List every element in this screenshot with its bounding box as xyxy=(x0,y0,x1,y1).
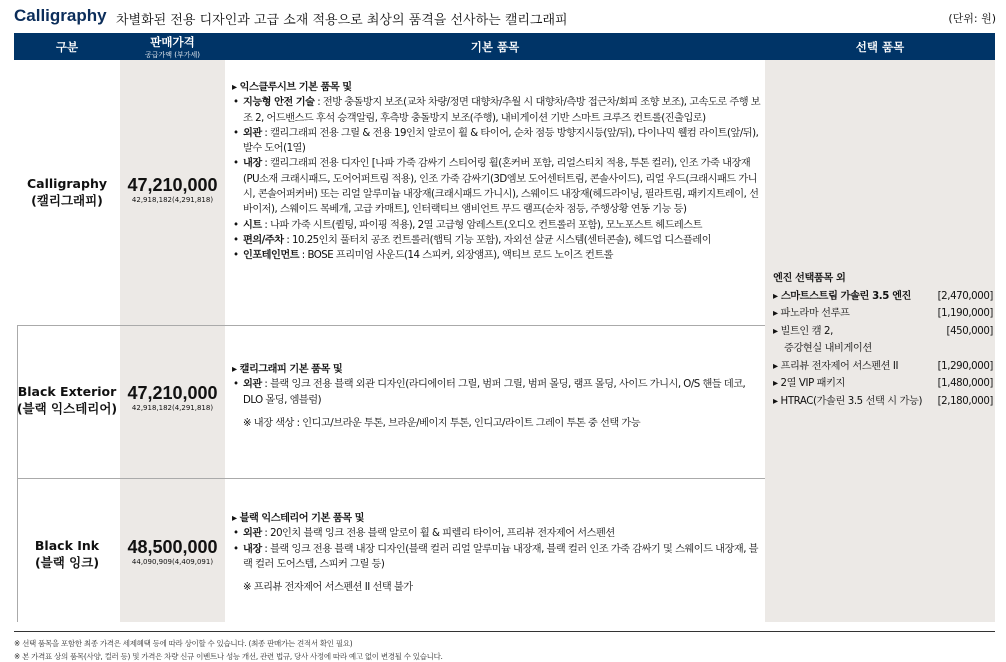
item-category: 인포테인먼트 xyxy=(243,250,300,262)
option-price: [1,480,000] xyxy=(937,378,993,389)
item-category: 지능형 안전 기술 xyxy=(243,97,315,109)
basic-item xyxy=(232,218,762,233)
price-value: 47,210,000 xyxy=(127,175,218,195)
price-supply-vat: 42,918,182(4,291,818) xyxy=(131,404,214,412)
item-category: 편의/주차 xyxy=(243,234,284,246)
header-price xyxy=(120,33,225,60)
basic-items-head: ▸ 블랙 익스테리어 기본 품목 및 xyxy=(232,513,364,524)
item-category: 내장 xyxy=(243,158,262,170)
option-price: [2,470,000] xyxy=(937,290,993,302)
option-item xyxy=(773,375,993,393)
basic-item xyxy=(232,248,762,263)
option-price: [1,290,000] xyxy=(937,360,993,372)
price-supply-vat: 44,090,909(4,409,091) xyxy=(131,558,214,566)
item-detail: : 캘리그래피 전용 디자인 [나파 가죽 감싸기 스티어링 휠(혼커버 포함, 리얼스티치 적용, 투톤 컬러), 인조 가죽 내장재(PU소재 크래시패드, 도어어퍼트림 적용), 인조 가죽 감싸기(3D엠보 도어센터트림, 콘솔사이드), 리얼 우드(크래시패드 가니시, 콘솔어퍼커버) 또는 리얼 알루미늄 내장재(크래시패드 가니시), 스웨이드 내장재(헤드라이닝, 필라트림, 패키지트레이, 선바이저), 스웨이드 목베개, 고급 카매트], 인터랙티브 앰비언트 무드 램프(순차 점등, 주행상황 연동 기능 등) xyxy=(243,158,759,216)
item-detail: : BOSE 프리미엄 사운드(14 스피커, 외장앰프), 액티브 로드 노이즈 컨트롤 xyxy=(299,250,614,262)
trim-name-ko: (블랙 익스테리어) xyxy=(16,401,118,416)
price-supply-vat: 42,918,182(4,291,818) xyxy=(131,196,214,204)
item-detail: : 20인치 블랙 잉크 전용 블랙 알로이 휠 & 피렐리 타이어, 프리뷰 전자제어 서스펜션 xyxy=(261,528,615,540)
item-category: 내장 xyxy=(243,543,262,555)
price-value: 47,210,000 xyxy=(127,383,218,403)
item-category: 시트 xyxy=(243,219,262,231)
option-name: ▸ 2열 VIP 패키지 xyxy=(773,378,845,389)
item-detail: : 10.25인치 풀터치 공조 컨트롤러(햅틱 기능 포함), 자외선 살균 시스템(센터콘솔), 헤드업 디스플레이 xyxy=(283,234,712,246)
basic-items-head: ▸ 캘리그래피 기본 품목 및 xyxy=(232,364,343,375)
item-detail: : 블랙 잉크 전용 블랙 외관 디자인(라디에이터 그릴, 범퍼 그릴, 범퍼 몰딩, 램프 몰딩, 사이드 가니시, O/S 핸들 데코, DLO 몰딩, 엠블럼) xyxy=(243,379,746,406)
unit-label: (단위: 원) xyxy=(948,12,996,25)
table-header xyxy=(14,33,995,60)
header-price-label: 판매가격 xyxy=(150,34,195,49)
option-price: [450,000] xyxy=(946,325,993,337)
trim-name-ko: (블랙 잉크) xyxy=(34,555,100,570)
option-item xyxy=(773,288,993,306)
item-detail: : 캘리그래피 전용 그릴 & 전용 19인치 알로이 휠 & 타이어, 순차 점등 방향지시등(앞/뒤), 다이나믹 웰컴 라이트(앞/뒤), 발수 도어(1열) xyxy=(243,127,759,155)
trim-name-en: Calligraphy xyxy=(26,176,107,191)
left-border xyxy=(17,325,18,622)
basic-items xyxy=(232,362,762,431)
options-title: 엔진 선택품목 외 xyxy=(773,273,846,284)
option-item xyxy=(773,358,993,376)
trim-price xyxy=(120,175,225,204)
price-value: 48,500,000 xyxy=(127,537,218,557)
trim-name xyxy=(14,175,120,209)
option-price: [2,180,000] xyxy=(937,395,993,407)
item-category: 외관 xyxy=(243,379,262,391)
header-trim: 구분 xyxy=(55,39,79,54)
basic-item xyxy=(232,542,762,573)
table-bottom-line xyxy=(14,631,995,632)
basic-item xyxy=(232,526,762,541)
basic-items xyxy=(232,80,762,264)
basic-item xyxy=(232,377,762,408)
trim-price xyxy=(120,383,225,412)
basic-item xyxy=(232,233,762,248)
item-category: 외관 xyxy=(243,528,262,540)
option-name: ▸ 파노라마 선루프 xyxy=(773,308,850,319)
header-basic: 기본 품목 xyxy=(470,39,520,54)
header-price-sub: 공급가액 (부가세) xyxy=(144,50,201,59)
trim-price xyxy=(120,537,225,566)
basic-item xyxy=(232,126,762,157)
option-name-line2: 증강현실 내비게이션 xyxy=(784,343,872,354)
header-options: 선택 품목 xyxy=(855,39,905,54)
basic-items-head: ▸ 익스클루시브 기본 품목 및 xyxy=(232,82,352,93)
option-name: ▸ 스마트스트림 가솔린 3.5 엔진 xyxy=(773,290,911,302)
footnote: ※ 본 가격표 상의 품목(사양, 컬러 등) 및 가격은 차량 신규 이벤트나 성능 개선, 관련 법규, 당사 사정에 따라 예고 없이 변경될 수 있습니다. xyxy=(14,652,443,661)
basic-item xyxy=(232,95,762,126)
page-title: Calligraphy xyxy=(14,6,107,25)
footnote: ※ 선택 품목을 포함한 최종 가격은 세제혜택 등에 따라 상이할 수 있습니다. (최종 판매가는 견적서 확인 필요) xyxy=(14,639,353,648)
basic-items xyxy=(232,511,762,595)
trim-name-en: Black Exterior xyxy=(17,384,117,399)
trim-name xyxy=(14,537,120,571)
option-price: [1,190,000] xyxy=(937,308,993,319)
options-list xyxy=(773,270,993,410)
trim-name-ko: (캘리그래피) xyxy=(31,193,103,208)
option-name: ▸ 프리뷰 전자제어 서스펜션 II xyxy=(773,360,899,372)
row-divider xyxy=(17,478,765,479)
option-item xyxy=(773,323,993,341)
row-divider xyxy=(17,325,765,326)
option-name: ▸ HTRAC(가솔린 3.5 선택 시 가능) xyxy=(773,395,923,407)
page-subtitle: 차별화된 전용 디자인과 고급 소재 적용으로 최상의 품격을 선사하는 캘리그래피 xyxy=(116,13,568,28)
item-category: 외관 xyxy=(243,127,262,139)
trim-name-en: Black Ink xyxy=(34,538,100,553)
basic-item xyxy=(232,156,762,217)
basic-note: ※ 프리뷰 전자제어 서스펜션 II 선택 불가 xyxy=(243,582,413,594)
item-detail: : 나파 가죽 시트(퀼팅, 파이핑 적용), 2열 고급형 암레스트(오디오 컨트롤러 포함), 모노포스트 헤드레스트 xyxy=(261,219,702,231)
option-name: ▸ 빌트인 캠 2, xyxy=(773,325,833,337)
item-detail: : 전방 충돌방지 보조(교차 차량/정면 대향차/추월 시 대향차/측방 접근차/회피 조향 보조), 고속도로 주행 보조 2, 어드밴스드 후석 승객알림, 후측방 충돌방지 보조(주행), 내비게이션 기반 스마트 크루즈 컨트롤(진출입로) xyxy=(243,97,761,124)
basic-note: ※ 내장 색상 : 인디고/브라운 투톤, 브라운/베이지 투톤, 인디고/라이트 그레이 투톤 중 선택 가능 xyxy=(243,417,641,429)
item-detail: : 블랙 잉크 전용 블랙 내장 디자인(블랙 컬러 리얼 알루미늄 내장재, 블랙 컬러 인조 가죽 감싸기 및 스웨이드 내장재, 블랙 컬러 도어스텝, 스피커 그릴 등) xyxy=(243,543,759,570)
option-item xyxy=(773,393,993,411)
option-item xyxy=(773,305,993,323)
trim-name xyxy=(14,383,120,417)
